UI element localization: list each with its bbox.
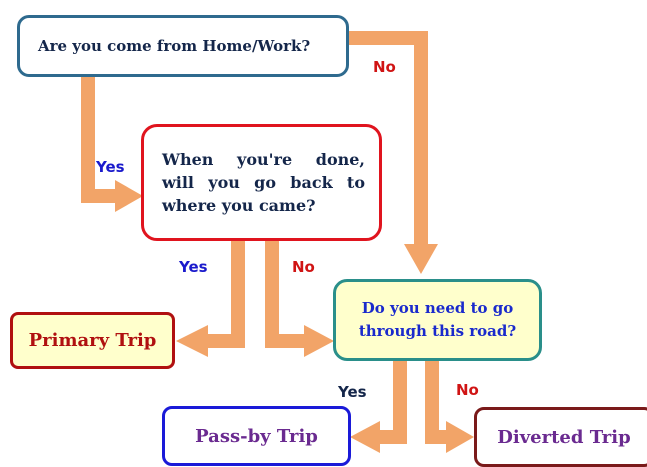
arrow-road-to-diverted bbox=[425, 356, 474, 453]
edge-label-start-no: No bbox=[373, 58, 396, 76]
arrow-start-to-return bbox=[81, 67, 143, 212]
edge-label-road-yes: Yes bbox=[338, 383, 367, 401]
edge-label-road-no: No bbox=[456, 381, 479, 399]
arrow-return-to-primary bbox=[176, 227, 245, 357]
road-question-box bbox=[333, 279, 542, 361]
edge-label-start-yes: Yes bbox=[96, 158, 125, 176]
pass-by-trip-text: Pass-by Trip bbox=[195, 425, 318, 447]
start-question-box bbox=[17, 15, 349, 77]
arrow-return-to-road bbox=[265, 227, 334, 357]
road-question-text: Do you need to go through this road? bbox=[358, 299, 517, 340]
edge-label-return-yes: Yes bbox=[179, 258, 208, 276]
return-question-text: When you're done, will you go back to where you came? bbox=[162, 150, 365, 215]
return-question-box bbox=[141, 124, 382, 241]
edge-label-return-no: No bbox=[292, 258, 315, 276]
primary-trip-text: Primary Trip bbox=[28, 330, 157, 351]
arrow-road-to-passby bbox=[350, 356, 407, 453]
primary-trip-box bbox=[10, 312, 175, 369]
diverted-trip-box bbox=[474, 407, 647, 467]
pass-by-trip-box bbox=[162, 406, 351, 466]
start-question-text: Are you come from Home/Work? bbox=[38, 37, 311, 55]
diverted-trip-text: Diverted Trip bbox=[497, 426, 631, 448]
